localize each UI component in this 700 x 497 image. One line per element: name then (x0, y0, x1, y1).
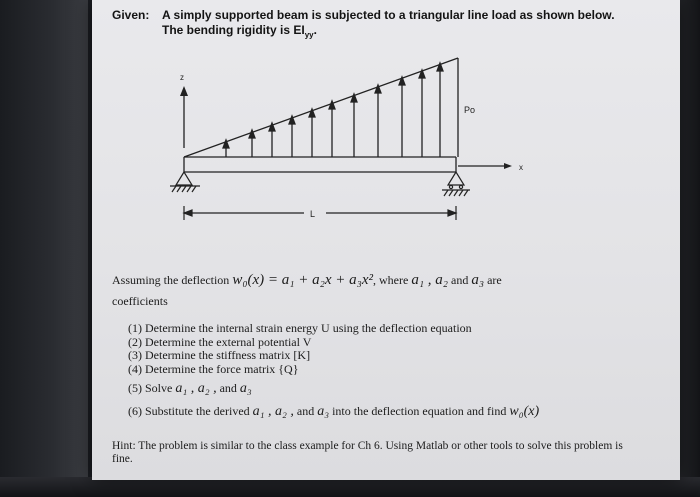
task-item-6: (6) Substitute the derived a₁ , a₂ , and a₃ into the deflection equation and find w₀(x) (128, 403, 540, 419)
x-axis-label: x (519, 163, 523, 172)
beam-diagram (92, 40, 680, 240)
task-item-2: (2) Determine the external potential V (128, 334, 312, 349)
right-roller-support (442, 172, 470, 196)
z-axis-label: z (180, 73, 184, 82)
deflection-assumption (112, 272, 502, 289)
rigidity-text: The bending rigidity is EI (162, 23, 305, 37)
intro-and: and (451, 273, 469, 287)
deflection-equation: w₀(x) = a₁ + a₂x + a₃x² (232, 272, 374, 288)
rigidity-subscript: yy (304, 30, 314, 40)
load-magnitude-label: Po (464, 105, 476, 115)
monitor-bezel-left (0, 0, 88, 497)
document-page (92, 0, 680, 480)
hint-text: Hint: The problem is similar to the class example for Ch 6. Using Matlab or other tools to solve this problem is fine. (112, 440, 623, 465)
task-item-4: (4) Determine the force matrix {Q} (128, 361, 299, 376)
task-item-3: (3) Determine the stiffness matrix [K] (128, 348, 311, 362)
length-dimension (184, 206, 456, 220)
task-list (128, 322, 539, 418)
problem-statement-line-2: The bending rigidity is $EI_{yy}$. (162, 23, 317, 40)
intro-continuation: coefficients (112, 294, 168, 308)
task-item-1: (1) Determine the internal strain energy U using the deflection equation (128, 321, 472, 335)
monitor-bezel-bottom (0, 477, 700, 497)
left-pin-support (170, 172, 200, 192)
z-axis-arrowhead (180, 86, 188, 96)
intro-suffix: are (487, 273, 502, 287)
intro-middle: , where (373, 273, 409, 287)
load-arrows (223, 63, 443, 157)
coefficient-list: a₁ , a₂ (411, 272, 449, 288)
coefficient-a3: a₃ (471, 272, 485, 288)
given-label: Given: (112, 8, 150, 22)
length-label: L (310, 209, 316, 219)
problem-statement-line-1: A simply supported beam is subjected to a triangular line load as shown below. (162, 8, 615, 22)
x-axis-arrowhead (504, 163, 512, 169)
task-item-5: (5) Solve a₁ , a₂ , and a₃ (128, 381, 252, 396)
intro-prefix: Assuming the deflection (112, 273, 230, 287)
